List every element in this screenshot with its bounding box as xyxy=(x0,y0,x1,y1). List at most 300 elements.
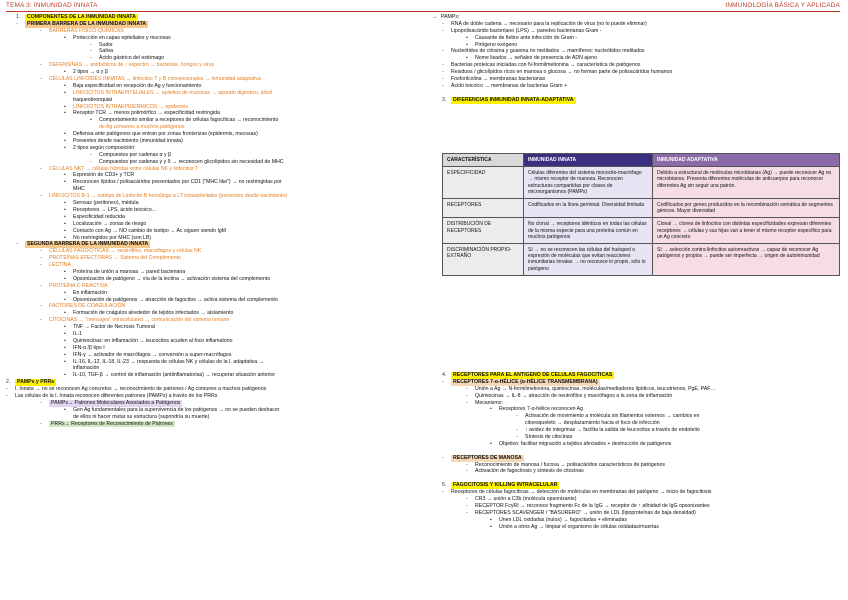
text-line xyxy=(432,482,840,489)
bullet-marker: - xyxy=(90,41,92,48)
line-text: TNF → Factor de Necrosis Tumoral xyxy=(73,324,155,331)
line-text: Causante de fiebre ante infección de Gram - xyxy=(475,34,578,41)
text-line xyxy=(6,359,416,366)
text-line xyxy=(6,35,416,42)
right-column-top xyxy=(432,14,840,104)
row-adaptive-cell: Sí → selección contra linfocitos autorreactivos → capaz de reconocer Ag patógenos y propios → puede ser imperfecta → origen de autoinmunidad xyxy=(653,244,840,276)
text-line xyxy=(432,386,840,393)
bullet-marker: 5. xyxy=(442,482,447,489)
line-text: Bacterias proteicas iniciadas con N-formilmetionina → característica de patógenos xyxy=(451,62,641,69)
bullet-marker: ▪ xyxy=(64,82,66,89)
row-feature-cell: ESPECIFICIDAD xyxy=(443,167,524,199)
bullet-marker: ▪ xyxy=(64,69,66,76)
line-text: RECEPTORES 7-α-HÉLICE (α-HÉLICE TRANSMEMBRANA) xyxy=(453,378,598,385)
text-line xyxy=(432,62,840,69)
text-line xyxy=(432,489,840,496)
line-text: Compuestos por cadenas α y β xyxy=(99,151,172,158)
text-line xyxy=(6,310,416,317)
bullet-marker: ▪ xyxy=(64,200,66,207)
bullet-marker: - xyxy=(442,489,444,496)
text-line xyxy=(6,255,416,262)
line-text: LECTINA xyxy=(49,262,71,269)
line-text: RECEPTORES SCAVENGER / "BASURERO" → unión de LDL (lipoproteínas de baja densidad) xyxy=(475,509,696,516)
text-line xyxy=(6,393,416,400)
line-text: MHC xyxy=(73,186,85,193)
text-line xyxy=(6,421,416,428)
bullet-marker: - xyxy=(90,48,92,55)
text-line xyxy=(432,97,840,104)
text-line xyxy=(6,21,416,28)
line-text: FACTORES DE COAGULACIÓN xyxy=(49,303,126,310)
bullet-marker: - xyxy=(442,454,444,461)
bullet-marker: - xyxy=(466,496,468,503)
text-line xyxy=(6,345,416,352)
bullet-marker: 4. xyxy=(442,372,447,378)
line-text: Quimiocinas: en inflamación → leucocitos acuden al foco inflamatorio xyxy=(73,337,233,344)
bullet-marker: ▪ xyxy=(64,103,66,110)
line-text: PAMPs y PRRs xyxy=(17,379,55,386)
text-line xyxy=(6,90,416,97)
text-line xyxy=(6,228,416,235)
text-line xyxy=(432,400,840,407)
text-line xyxy=(432,42,840,49)
bullet-marker: - xyxy=(466,468,468,475)
line-text: Formación de coágulos alrededor de tejidos infectados → aislamiento xyxy=(73,310,234,317)
bullet-marker: - xyxy=(40,62,42,69)
line-text: Receptores de células fagocíticas → detección de moléculas en membranas del patógeno → inicio de fagocitosis xyxy=(451,489,712,496)
line-text: COMPONENTES DE LA INMUNIDAD INNATA xyxy=(27,14,136,20)
bullet-marker: - xyxy=(466,509,468,516)
text-line xyxy=(6,214,416,221)
text-line xyxy=(6,317,416,324)
bullet-marker: ▪ xyxy=(64,234,66,241)
text-line xyxy=(432,55,840,62)
bullet-marker: ▪ xyxy=(64,110,66,117)
bullet-marker: ▪ xyxy=(64,172,66,179)
text-line xyxy=(6,42,416,49)
text-line xyxy=(432,441,840,448)
bullet-marker: - xyxy=(516,427,518,434)
text-line xyxy=(6,172,416,179)
text-line xyxy=(432,406,840,413)
line-text: Opsonización de patógenos → atracción de fagocitos → activa sistema del complemento xyxy=(73,296,278,303)
line-text: Activación de fagocitosis y síntesis de citocinas xyxy=(475,468,584,475)
bullet-marker: - xyxy=(466,392,468,399)
bullet-marker: ▪ xyxy=(64,220,66,227)
text-line xyxy=(432,496,840,503)
line-text: CITOCINAS → "mensajes" intracelulares → comunicación del sistema inmune xyxy=(49,317,230,324)
bullet-marker: ▪ xyxy=(490,440,492,447)
bullet-marker: ▪ xyxy=(466,34,468,41)
bullet-marker: - xyxy=(40,303,42,310)
bullet-marker: ▪ xyxy=(64,358,66,365)
text-line xyxy=(6,159,416,166)
text-line xyxy=(6,179,416,186)
line-text: Pirógeno exógeno xyxy=(475,41,518,48)
text-line xyxy=(6,269,416,276)
text-line xyxy=(6,83,416,90)
line-text: Reconocimiento de manosa / fucosa → polisacáridos característicos de patógenos xyxy=(475,461,666,468)
line-text: PAMPs: xyxy=(441,14,460,20)
bullet-marker: ▪ xyxy=(64,337,66,344)
row-adaptive-cell: Codificados por genes producidos en la recombinación somática de segmentos génicos. Mayor diversidad xyxy=(653,199,840,218)
line-text: No restringidos por MHC (son LB) xyxy=(73,234,152,241)
bullet-marker: - xyxy=(6,386,8,393)
text-line xyxy=(6,131,416,138)
bullet-marker: ▪ xyxy=(64,296,66,303)
line-text: Opsonización de patógeno → vía de la lectina → activación sistema del complemento xyxy=(73,275,271,282)
line-text: Activación de movimiento a molécula sin filamentos externos → cambios en xyxy=(525,413,700,420)
bullet-marker: - xyxy=(442,20,444,27)
bullet-marker: ▪ xyxy=(64,34,66,41)
text-line xyxy=(6,365,416,372)
line-text: CÉLULAS LINFOIDES INNATAS → linfocitos T y B convencionales → inmunidad adaptativa xyxy=(49,76,261,83)
line-text: RECEPTORES PARA EL ANTÍGENO DE CÉLULAS FAGOCÍTICAS xyxy=(453,372,613,378)
text-line xyxy=(432,455,840,462)
text-line xyxy=(6,235,416,242)
bullet-marker: ▪ xyxy=(64,89,66,96)
header-divider xyxy=(6,11,840,12)
text-line xyxy=(432,372,840,379)
bullet-marker: - xyxy=(466,399,468,406)
line-text: Comportamiento similar a receptores de células fagocíticas → reconocimiento xyxy=(99,117,279,124)
text-line xyxy=(6,110,416,117)
bullet-marker: ▪ xyxy=(90,117,92,124)
text-line xyxy=(6,276,416,283)
line-text: Protección en capas epiteliales y mucosas xyxy=(73,34,171,41)
text-line xyxy=(432,448,840,455)
comparison-table xyxy=(442,153,840,276)
bullet-marker: - xyxy=(40,255,42,262)
text-line xyxy=(432,427,840,434)
line-text: BARRERAS FÍSICO-QUÍMICAS xyxy=(49,27,124,34)
bullet-marker: ▪ xyxy=(466,55,468,62)
line-text: Receptor TCR → menos polimórfico → especificidad restringida xyxy=(73,110,220,117)
bullet-marker: - xyxy=(516,434,518,441)
bullet-marker: ▪ xyxy=(64,138,66,145)
bullet-marker: ▪ xyxy=(490,516,492,523)
text-line xyxy=(6,166,416,173)
text-line xyxy=(6,338,416,345)
table-row xyxy=(443,167,840,199)
text-line xyxy=(432,69,840,76)
line-text: LINFOCITOS INTRAEPITELIALES → epitelios de mucosas → aparato digestivo, árbol xyxy=(73,89,273,96)
text-line xyxy=(6,104,416,111)
text-line xyxy=(6,372,416,379)
row-innate-cell: Codificados en la línea germinal. Diversidad limitada xyxy=(524,199,653,218)
text-line xyxy=(432,48,840,55)
line-text: LINFOCITOS B-1 → subtipo de Linfocito B homólogo a LT intraepiteliales (presentes desde nacimiento) xyxy=(49,193,288,200)
line-text: Receptores 7-α-hélice reconocen Ag xyxy=(499,406,584,413)
text-line xyxy=(432,35,840,42)
text-line xyxy=(6,207,416,214)
bullet-marker: - xyxy=(40,76,42,83)
table-row xyxy=(443,244,840,276)
line-text: RECEPTOR FcγRI → reconoce fragmento Fc de la IgG → receptor de ↑ afinidad de IgG opsonizantes xyxy=(475,502,710,509)
bullet-marker: ▪ xyxy=(490,523,492,530)
bullet-marker: ▪ xyxy=(64,275,66,282)
line-text: DIFERENCIAS INMUNIDAD INNATA-ADAPTATIVA xyxy=(453,96,574,103)
bullet-marker: → xyxy=(432,14,438,20)
line-text: Presentes desde nacimiento (inmunidad innata) xyxy=(73,138,183,145)
line-text: citoesqueleto → desplazamiento hacia el foco de infección xyxy=(525,420,660,427)
line-text: Fosforilcolina → membranas bacterianas xyxy=(451,76,546,83)
line-text: IL-1 xyxy=(73,330,82,337)
line-text: de ellos ni hacer mutar su estructura (supondría su muerte) xyxy=(73,413,210,420)
text-line xyxy=(432,434,840,441)
bullet-marker: ▪ xyxy=(64,268,66,275)
text-line xyxy=(6,262,416,269)
text-line xyxy=(432,468,840,475)
bullet-marker: - xyxy=(442,82,444,89)
line-text: Nucleótidos de citosina y guanina no metilados → mamíferos: nucleótidos metilados xyxy=(451,48,645,55)
line-text: Receptores → LPS, ácido teicoico… xyxy=(73,206,157,213)
line-text: En inflamación xyxy=(73,289,108,296)
bullet-marker: ▪ xyxy=(64,289,66,296)
text-line xyxy=(432,462,840,469)
line-text: de Ag comunes a muchos patógenos xyxy=(99,124,185,131)
text-line xyxy=(6,407,416,414)
bullet-marker: - xyxy=(466,385,468,392)
table-header-innate: INMUNIDAD INNATA xyxy=(524,154,653,167)
line-text: Objetivo: facilitar migración a tejidos afectados + destrucción de patógenos xyxy=(499,440,672,447)
text-line xyxy=(6,303,416,310)
line-text: CÉLULAS NKT → células híbridas entre células NK y linfocitos T xyxy=(49,165,199,172)
text-line xyxy=(432,90,840,97)
line-text: PROTEÍNA C REACTIVA xyxy=(49,282,108,289)
header-course: INMUNOLOGÍA BÁSICA Y APLICADA xyxy=(725,2,840,9)
bullet-marker: - xyxy=(90,158,92,165)
line-text: Proteína de unión a manosa → pared bacteriana xyxy=(73,268,186,275)
text-line xyxy=(6,124,416,131)
line-text: RNA de doble cadena → necesario para la replicación de virus (no lo puede eliminar) xyxy=(451,20,647,27)
text-line xyxy=(432,393,840,400)
text-line xyxy=(6,400,416,407)
bullet-marker: - xyxy=(466,461,468,468)
line-text: 2 tipos según composición: xyxy=(73,144,136,151)
bullet-marker: - xyxy=(40,165,42,172)
text-line xyxy=(432,76,840,83)
bullet-marker: 1. xyxy=(16,14,21,20)
row-innate-cell: Sí → no se reconocen las células del huésped o expresión de moléculas que evitan reacciones inmunitarias innatas → no reconoce lo propio, sólo lo patógeno xyxy=(524,244,653,276)
row-feature-cell: DISTRIBUCIÓN DE RECEPTORES xyxy=(443,218,524,244)
text-line xyxy=(6,62,416,69)
table-header-row xyxy=(443,154,840,167)
row-adaptive-cell: Clonal → clones de linfocitos con distintas especificidades expresan diferentes receptores → células y sus hijas van a tener el mismo receptor específico para un Ag concreto xyxy=(653,218,840,244)
line-text: FAGOCITOSIS Y KILLING INTRACELULAR xyxy=(453,482,558,489)
text-line xyxy=(432,83,840,90)
bullet-marker: - xyxy=(466,502,468,509)
text-line xyxy=(432,21,840,28)
text-line xyxy=(6,352,416,359)
line-text: CR3 → unión a C3b (molécula opsonizante) xyxy=(475,496,577,503)
bullet-marker: ▪ xyxy=(64,330,66,337)
line-text: Contacto con Ag → NO cambio de isotipo → Ac siguen siendo IgM xyxy=(73,227,227,234)
line-text: Sudor xyxy=(99,41,113,48)
line-text: Localización → zonas de riesgo xyxy=(73,220,147,227)
text-line xyxy=(6,324,416,331)
bullet-marker: - xyxy=(516,413,518,420)
line-text: Síntesis de citocinas xyxy=(525,434,573,441)
line-text: CÉLULAS FAGOCÍTICAS → neutrófilos, macrófagos y células NK xyxy=(49,248,202,255)
bullet-marker: - xyxy=(40,262,42,269)
bullet-marker: ▪ xyxy=(64,144,66,151)
text-line xyxy=(6,221,416,228)
text-line xyxy=(6,55,416,62)
text-line xyxy=(6,76,416,83)
bullet-marker: - xyxy=(442,62,444,69)
bullet-marker: ▪ xyxy=(64,179,66,186)
text-line xyxy=(6,414,416,421)
bullet-marker: - xyxy=(90,151,92,158)
bullet-marker: - xyxy=(40,193,42,200)
row-innate-cell: Células diferentes del sistema monocito-macrófago → mismo receptor de manosa. Reconocen estructuras compartidas por clases de microorganismos (PAMPs) xyxy=(524,167,653,199)
bullet-marker: - xyxy=(40,420,42,427)
line-text: SEGUNDA BARRERA DE LA INMUNIDAD INNATA xyxy=(27,241,149,248)
bullet-marker: - xyxy=(40,282,42,289)
table-header-feature: CARACTERÍSTICA xyxy=(443,154,524,167)
row-feature-cell: DISCRIMINACIÓN PROPIO-EXTRAÑO xyxy=(443,244,524,276)
bullet-marker: - xyxy=(40,27,42,34)
bullet-marker: - xyxy=(442,27,444,34)
bullet-marker: - xyxy=(442,48,444,55)
text-line xyxy=(432,28,840,35)
text-line xyxy=(432,14,840,21)
bullet-marker: - xyxy=(40,399,42,406)
text-line xyxy=(6,379,416,386)
left-column xyxy=(6,14,416,427)
bullet-marker: ▪ xyxy=(64,372,66,379)
line-text: Las células de la I. Innata reconocen diferentes patrones (PAMPs) a través de los PRRs xyxy=(15,392,218,399)
row-innate-cell: No clonal → receptores idénticos en todas las células de la misma especie para una proteína común en muchos patógenos xyxy=(524,218,653,244)
line-text: IFN-γ → activador de macrófagos → conversión a super-macrófagos xyxy=(73,351,232,358)
line-text: Ácido gástrico del estómago xyxy=(99,55,165,62)
line-text: LINFOCITOS INTRAEPIDÉRMICOS → epidermis xyxy=(73,103,188,110)
bullet-marker: - xyxy=(442,76,444,83)
text-line xyxy=(432,420,840,427)
bullet-marker: ▪ xyxy=(64,344,66,351)
text-line xyxy=(6,193,416,200)
text-line xyxy=(432,503,840,510)
text-line xyxy=(6,331,416,338)
line-text: Baja especificidad en recepción de Ag y funcionamiento xyxy=(73,82,202,89)
line-text: DEFENSINAS → antibióticos de ↑ espectro → bacterias, hongos y virus xyxy=(49,62,215,69)
text-line xyxy=(432,524,840,531)
text-line xyxy=(6,97,416,104)
table-header-adaptive: INMUNIDAD ADAPTATIVA xyxy=(653,154,840,167)
line-text: IL-10, TGF-β → control de inflamación (antiinflamatorias) → recuperar situación anterior xyxy=(73,372,276,379)
line-text: Ácido teicoico → membranas de bacterias Gram + xyxy=(451,82,568,89)
text-line xyxy=(432,475,840,482)
bullet-marker: - xyxy=(40,248,42,255)
line-text: traqueobronquial xyxy=(73,96,112,103)
text-line xyxy=(6,386,416,393)
bullet-marker: - xyxy=(16,20,18,27)
text-line xyxy=(6,152,416,159)
bullet-marker: - xyxy=(40,317,42,324)
bullet-marker: ▪ xyxy=(64,213,66,220)
bullet-marker: ▪ xyxy=(64,227,66,234)
line-text: I. Innata → no se reconocen Ag concretos → reconocimiento de patrones / Ag comunes a muchos patógenos xyxy=(15,386,267,393)
row-feature-cell: RECEPTORES xyxy=(443,199,524,218)
line-text: Unión a Ag → N-formilmetionina, quimiocinas, moléculas/mediadores lipídicos, leucotrienos, PgE, PAF… xyxy=(475,385,716,392)
line-text: Saliva xyxy=(99,48,114,55)
line-text: PRRs→ Receptores de Reconocimiento de Patrones xyxy=(51,420,173,427)
line-text: IFN-α /β tipo I xyxy=(73,344,105,351)
line-text: PROTEÍNAS EFECTORAS → Sistema del Complemento xyxy=(49,255,181,262)
line-text: ↑ avidez de integrinas → facilita la salida de leucocitos a través de endotelio xyxy=(525,427,700,434)
line-text: RECEPTORES DE MANOSA xyxy=(453,454,522,461)
text-line xyxy=(6,28,416,35)
line-text: Unen LDL oxidadas (nulos) → fagocitadas + eliminadas xyxy=(499,516,627,523)
text-line xyxy=(432,510,840,517)
bullet-marker: - xyxy=(442,378,444,385)
line-text: Lipopolisacárido bacteriano (LPS) → paredes bacterianas Gram - xyxy=(451,27,602,34)
bullet-marker: ▪ xyxy=(64,324,66,331)
line-text: 2 tipos → α y β xyxy=(73,69,108,76)
bullet-marker: 3. xyxy=(442,96,447,103)
line-text: Expresión de CD3+ y TCR xyxy=(73,172,135,179)
table-row xyxy=(443,218,840,244)
text-line xyxy=(432,517,840,524)
bullet-marker: ▪ xyxy=(466,41,468,48)
line-text: inflamación xyxy=(73,365,100,372)
line-text: Defiensa ante patógenos que entran por zonas fronterizas (epidermis, mucosas) xyxy=(73,131,258,138)
right-column-bottom xyxy=(432,372,840,530)
bullet-marker: - xyxy=(6,392,8,399)
line-text: Quimiocinas → IL-8 → atracción de neutrófilos y macrófagos a la zona de inflamación xyxy=(475,392,673,399)
text-line xyxy=(6,186,416,193)
bullet-marker: - xyxy=(442,69,444,76)
text-line xyxy=(432,379,840,386)
line-text: Serosas (peritoneo), médula xyxy=(73,200,139,207)
text-line xyxy=(6,290,416,297)
line-text: Reconocen lípidos / polisacáridos presentados por CD1 ("MHC like") → no restringidas por xyxy=(73,179,282,186)
text-line xyxy=(6,69,416,76)
text-line xyxy=(6,48,416,55)
line-text: Nome lisados → señales de presencia de ADN ajeno xyxy=(475,55,597,62)
line-text: Mecanismo: xyxy=(475,399,503,406)
table-row xyxy=(443,199,840,218)
text-line xyxy=(6,14,416,21)
line-text: IL-16, IL-12, IL-18, IL-23 → respuesta de células NK y células de la I. adaptativa → xyxy=(73,358,264,365)
text-line xyxy=(6,117,416,124)
line-text: PAMPs→ Patrones Moleculares Asociados a Patógenos xyxy=(51,399,181,406)
bullet-marker: ▪ xyxy=(490,406,492,413)
line-text: Unión a otros Ag → limpiar el organismo de células oxidadas/muertas xyxy=(499,523,660,530)
line-text: Residuos / glicolípidos ricos en manosa o glucosa → no forman parte de polisacáridos humanos xyxy=(451,69,673,76)
line-text: Especificidad reducida xyxy=(73,213,125,220)
bullet-marker: ▪ xyxy=(64,206,66,213)
text-line xyxy=(6,138,416,145)
text-line xyxy=(6,200,416,207)
bullet-marker: - xyxy=(90,55,92,62)
bullet-marker: ▪ xyxy=(64,310,66,317)
bullet-marker: ▪ xyxy=(64,131,66,138)
bullet-marker: ▪ xyxy=(64,351,66,358)
bullet-marker: - xyxy=(16,241,18,248)
text-line xyxy=(432,413,840,420)
text-line xyxy=(6,145,416,152)
bullet-marker: ▪ xyxy=(64,406,66,413)
row-adaptive-cell: Debido a estructural de moléculas microbianas (Ag) → puede reconocer Ag no microbianos. Presenta diferentes moléculas de anticuerpos para reconocer diferentes Ag sin seguir una patrón. xyxy=(653,167,840,199)
text-line xyxy=(6,283,416,290)
header-topic: TEMA 3: INMUNIDAD INNATA xyxy=(6,2,98,9)
line-text: Gen Ag fundamentales para la supervivencia de los patógenos → no se pueden deshacer xyxy=(73,406,280,413)
line-text: Compuestos por cadenas γ y δ → reconocen glicolípidos sin necesidad de MHC xyxy=(99,158,284,165)
bullet-marker: 2. xyxy=(6,379,11,386)
line-text: PRIMERA BARRERA DE LA INMUNIDAD INNATA xyxy=(27,20,147,27)
